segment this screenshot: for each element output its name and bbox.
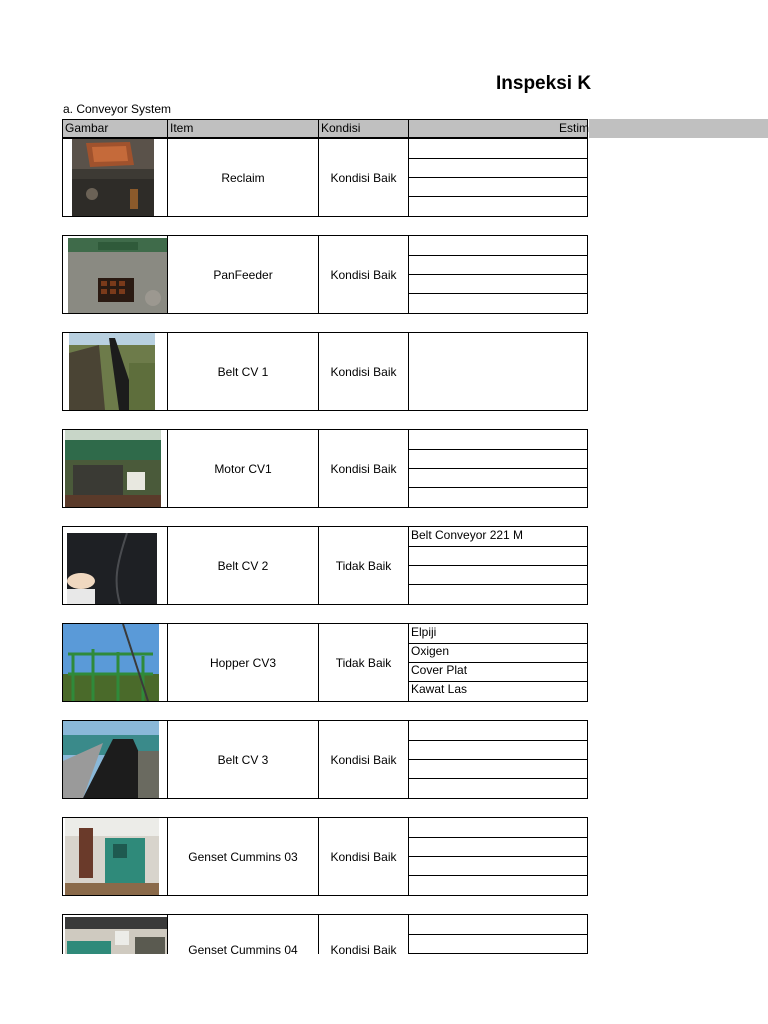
item-cell: Reclaim [167,139,318,216]
table-row [62,429,588,508]
photo-cell [63,818,167,895]
estimasi-cell [408,624,587,701]
photo-cell [63,527,167,604]
kondisi-cell: Tidak Baik [318,624,408,701]
estimasi-text: Oxigen [411,644,450,658]
item-cell: Belt CV 1 [167,333,318,410]
kondisi-cell: Kondisi Baik [318,721,408,798]
table-row [62,235,588,314]
hopper-cv3-photo [63,624,159,701]
kondisi-cell: Kondisi Baik [318,333,408,410]
header-strip-overflow [589,119,768,138]
belt-cv3-photo [63,721,159,798]
header-gambar: Gambar [65,121,109,135]
genset-03-photo [65,818,159,895]
estimasi-cell [408,915,587,954]
photo-cell [63,236,167,313]
kondisi-cell: Kondisi Baik [318,139,408,216]
estimasi-text: Elpiji [411,625,437,639]
estimasi-cell [408,527,587,604]
item-cell: Genset Cummins 04 [167,915,318,954]
table-row [62,914,588,954]
table-row [62,623,588,702]
estimasi-text: Cover Plat [411,663,468,677]
item-cell: PanFeeder [167,236,318,313]
item-cell: Hopper CV3 [167,624,318,701]
estimasi-cell [408,818,587,895]
reclaim-photo [72,139,154,216]
kondisi-cell: Kondisi Baik [318,915,408,954]
kondisi-cell: Kondisi Baik [318,818,408,895]
photo-cell [63,721,167,798]
estimasi-text: Kawat Las [411,682,468,696]
photo-cell [63,915,167,954]
photo-cell [63,139,167,216]
estimasi-cell [408,333,587,410]
estimasi-cell [408,236,587,313]
header-estimasi: Estim [408,120,589,137]
estimasi-cell [408,430,587,507]
panfeeder-photo [68,238,167,313]
item-cell: Motor CV1 [167,430,318,507]
belt-cv2-photo [67,533,157,604]
kondisi-cell: Kondisi Baik [318,236,408,313]
header-kondisi: Kondisi [318,120,408,137]
section-label: a. Conveyor System [63,102,172,116]
table-row [62,138,588,217]
estimasi-cell [408,139,587,216]
estimasi-text: Belt Conveyor 221 M [411,528,524,542]
estimasi-cell [408,721,587,798]
table-row [62,817,588,896]
item-cell: Genset Cummins 03 [167,818,318,895]
page-title: Inspeksi K [496,73,592,94]
item-cell: Belt CV 2 [167,527,318,604]
photo-cell [63,430,167,507]
table-row [62,332,588,411]
kondisi-cell: Kondisi Baik [318,430,408,507]
table-row [62,720,588,799]
table-row [62,526,588,605]
genset-04-photo [65,917,167,954]
belt-cv1-photo [69,333,155,410]
header-item: Item [167,120,318,137]
item-cell: Belt CV 3 [167,721,318,798]
photo-cell [63,333,167,410]
motor-cv1-photo [65,430,161,507]
kondisi-cell: Tidak Baik [318,527,408,604]
photo-cell [63,624,167,701]
table-header [62,119,588,138]
